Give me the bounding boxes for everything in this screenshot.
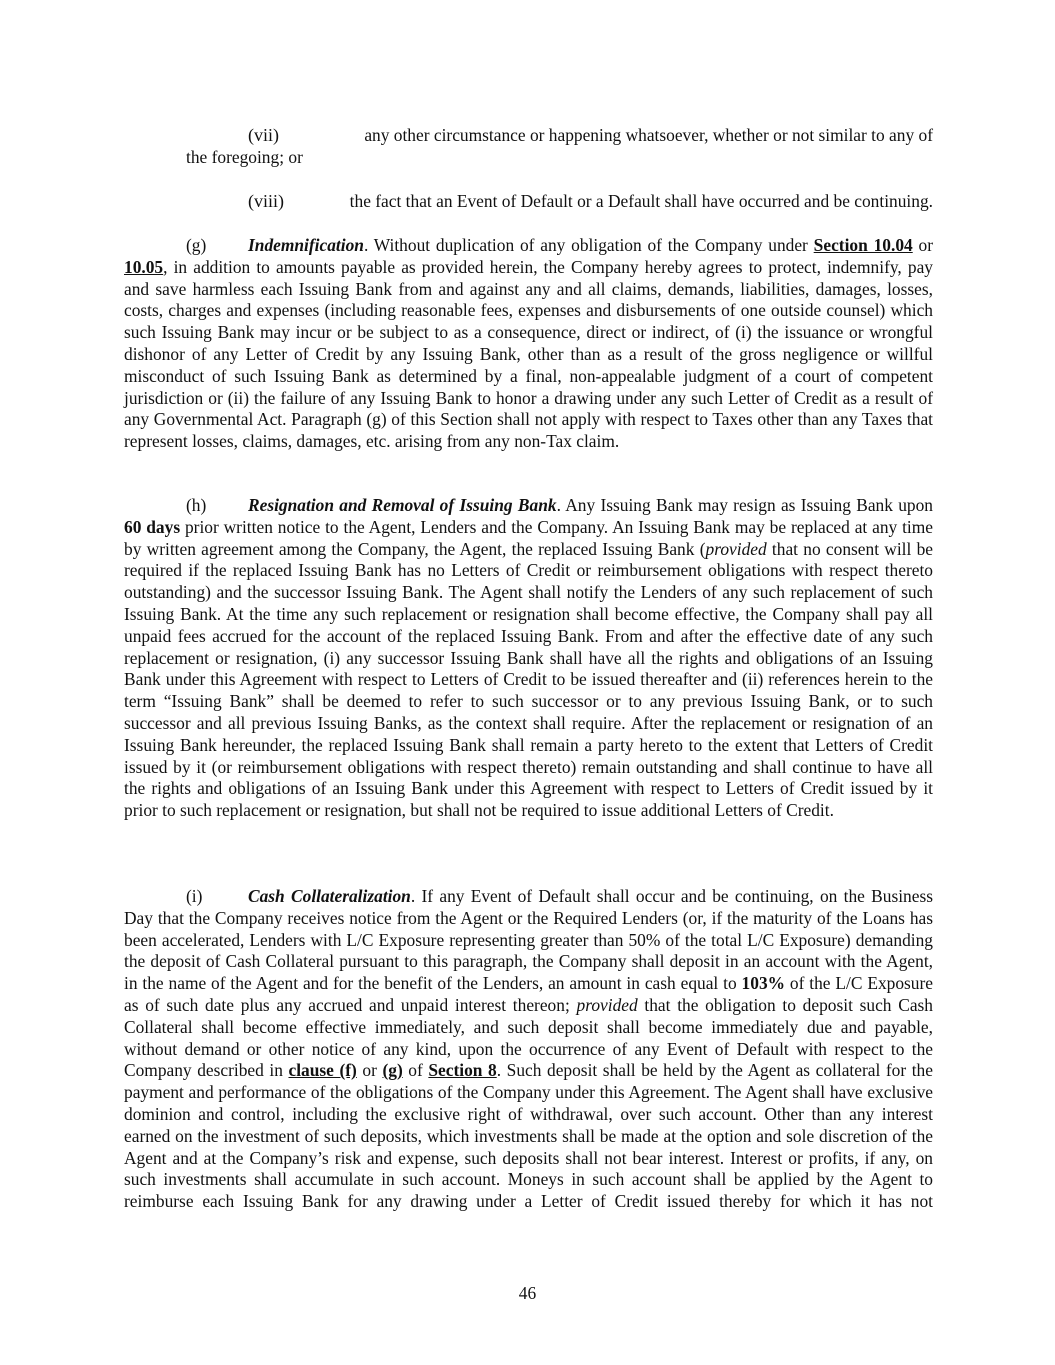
notice-period: 60 days xyxy=(124,516,181,537)
section-10-05-reference: 10.05 xyxy=(124,256,164,277)
paragraph-i-text-6: . Such deposit shall be held by the Agent as collateral for the payment and performance of the obligations of the Company under this Agreement. The Agent shall have exclusive dominion and control, including the exclusive right of withdrawal, over such account. Other than any interest earned on the investment of such deposits, which investments shall be made at the option and sole discretion of the Agent and at the Company’s risk and expense, such deposits shall not bear interest. Interest or profits, if any, on such investments shall accumulate in such account. Moneys in such account shall be applied by the Agent to reimburse each Issuing Bank for any drawing under a Letter of Credit issued thereby for which it has not xyxy=(124,1060,933,1212)
collateral-percentage: 103% xyxy=(741,973,786,994)
paragraph-g-heading: Indemnification xyxy=(248,235,364,255)
paragraph-h-heading: Resignation and Removal of Issuing Bank xyxy=(248,495,557,515)
subitem-vii-number: (vii) xyxy=(248,125,279,145)
paragraph-i-text-1: . If any Event of Default shall occur and be continuing, on the Business Day that the Company receives notice from the Agent or the Required Lenders (or, if the maturity of the Loans has been accelerated, Lenders with L/C Exposure representing greater than 50% of the total L/C Exposure) demanding the deposit of Cash Collateral pursuant to this paragraph, the Company shall deposit in an account with the Agent, in the name of the Agent and for the benefit of the Lenders, an amount in cash equal to xyxy=(124,886,933,994)
subitem-viii-text: the fact that an Event of Default or a Default shall have occurred and be continuing. xyxy=(349,191,933,211)
section-8-reference: Section 8 xyxy=(428,1060,497,1081)
clause-g-reference: (g) xyxy=(382,1060,403,1081)
paragraph-g-text-2: or xyxy=(912,235,934,255)
paragraph-i-heading: Cash Collateralization xyxy=(248,886,411,906)
subitem-vii-line1: any other circumstance or happening whatsoever, whether or not similar to any of xyxy=(364,125,933,145)
page-number: 46 xyxy=(518,1283,537,1303)
paragraph-i-label: (i) xyxy=(186,886,203,906)
paragraph-g-indemnification xyxy=(124,235,933,453)
paragraph-h-label: (h) xyxy=(186,495,207,515)
paragraph-i-cash-collateralization xyxy=(124,886,933,1213)
subitem-viii xyxy=(186,191,933,213)
section-10-04-reference: Section 10.04 xyxy=(813,235,913,255)
paragraph-g-label: (g) xyxy=(186,235,207,255)
paragraph-h-text-2: prior written notice to the Agent, Lenders and the Company. An Issuing Bank may be replaced at any time by written agreement among the Company, the Agent, the replaced Issuing Bank ( xyxy=(124,516,933,559)
paragraph-h-text-1: . Any Issuing Bank may resign as Issuing Bank upon xyxy=(556,495,933,515)
paragraph-g-text-1: . Without duplication of any obligation of the Company under xyxy=(363,235,814,255)
provided-term: provided xyxy=(705,538,767,559)
provided-term: provided xyxy=(576,994,638,1015)
subitem-viii-number: (viii) xyxy=(248,191,284,211)
paragraph-h-resignation xyxy=(124,495,933,822)
clause-f-reference: clause (f) xyxy=(288,1060,357,1081)
subitem-vii-line2: the foregoing; or xyxy=(186,146,303,167)
paragraph-i-text-5: of xyxy=(402,1060,429,1081)
paragraph-g-text-3: , in addition to amounts payable as provided herein, the Company hereby agrees to protect, indemnify, pay and save harmless each Issuing Bank from and against any and all claims, demands, liabilities, damages, losses, costs, charges and expenses (including reasonable fees, expenses and disbursements of one outside counsel) which such Issuing Bank may incur or be subject to as a consequence, direct or indirect, of (i) the issuance or wrongful dishonor of any Letter of Credit by any Issuing Bank, other than as a result of the gross negligence or willful misconduct of such Issuing Bank as determined by a final, non-appealable judgment of a court of competent jurisdiction or (ii) the failure of any Issuing Bank to honor a drawing under any such Letter of Credit as a result of any Governmental Act. Paragraph (g) of this Section shall not apply with respect to Taxes other than any Taxes that represent losses, claims, damages, etc. arising from any non-Tax claim. xyxy=(124,256,933,452)
subitem-vii xyxy=(186,125,933,169)
paragraph-i-text-3: that the obligation to deposit such Cash Collateral shall become effective immediately, and such deposit shall become immediately due and payable, without demand or other notice of any kind, upon the occurrence of any Event of Default with respect to the Company described in xyxy=(124,994,933,1081)
paragraph-i-text-4: or xyxy=(356,1060,383,1081)
paragraph-h-text-3: that no consent will be required if the replaced Issuing Bank has no Letters of Credit or reimbursement obligations with respect thereto outstanding) and the successor Issuing Bank. The Agent shall notify the Lenders of any such replacement of such Issuing Bank. At the time any such replacement or resignation shall become effective, the Company shall pay all unpaid fees accrued for the account of the replaced Issuing Bank. From and after the effective date of any such replacement or resignation, (i) any successor Issuing Bank shall have all the rights and obligations of an Issuing Bank under this Agreement with respect to Letters of Credit to be issued thereafter and (ii) references herein to the term “Issuing Bank” shall be deemed to refer to such successor or to any previous Issuing Bank, or to such successor and all previous Issuing Banks, as the context shall require. After the replacement or resignation of an Issuing Bank hereunder, the replaced Issuing Bank shall remain a party hereto to the extent that Letters of Credit issued by it (or reimbursement obligations with respect thereto) remain outstanding and shall continue to have all the rights and obligations of an Issuing Bank under this Agreement with respect to Letters of Credit issued by it prior to such replacement or resignation, but shall not be required to issue additional Letters of Credit. xyxy=(124,538,933,821)
paragraph-i-text-2: of the L/C Exposure as of such date plus any accrued and unpaid interest thereon; xyxy=(124,973,934,1015)
